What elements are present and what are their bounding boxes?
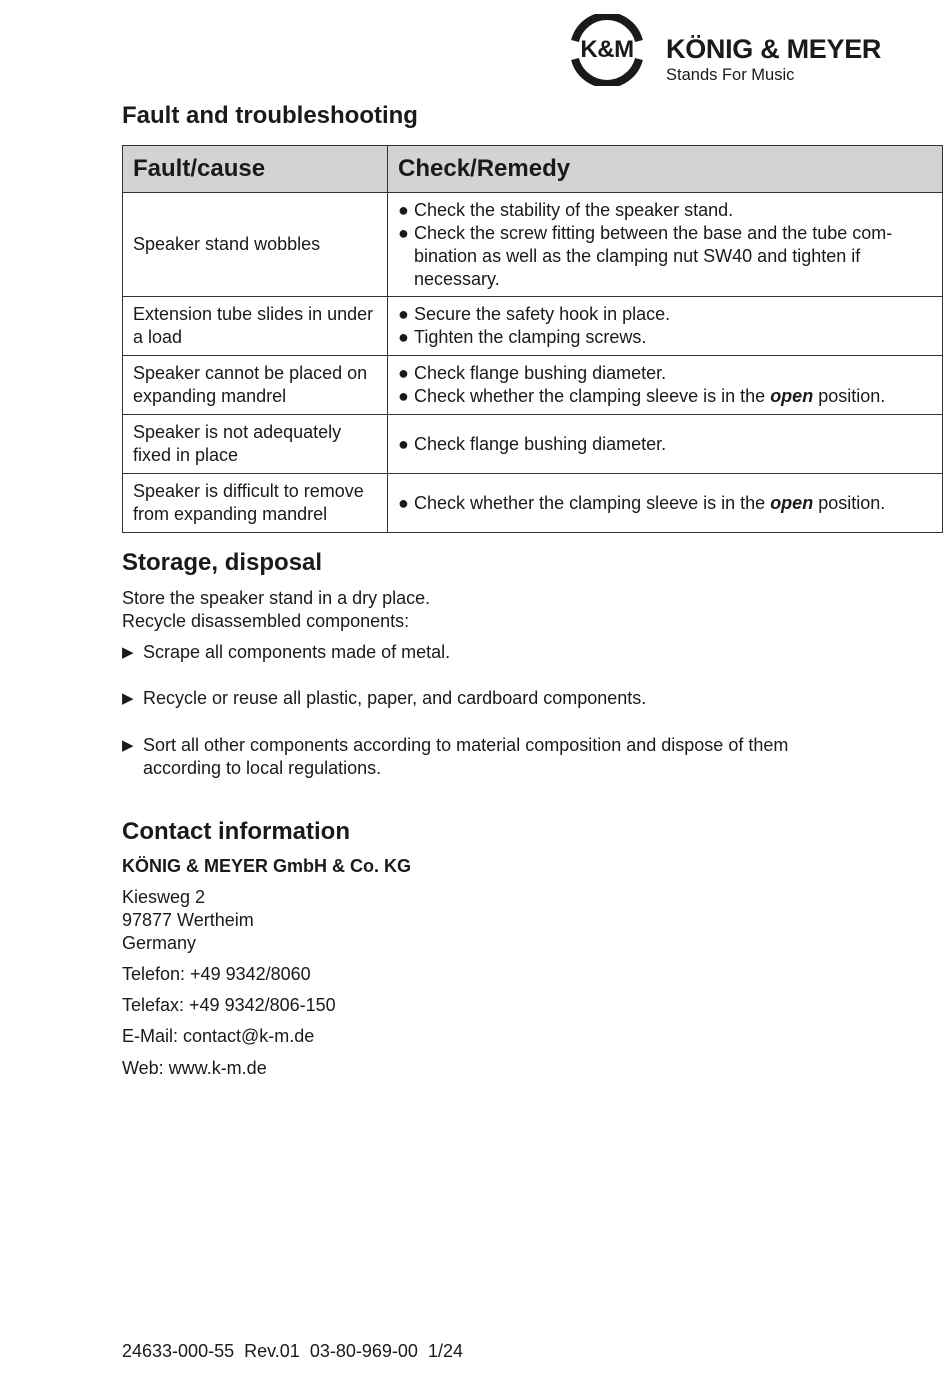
contact-email[interactable]: E-Mail: contact@k-m.de [122,1026,315,1046]
brand-logo [567,14,937,86]
remedy-item: ● Check the stability of the speaker stand. [398,199,734,220]
footer [122,1341,463,1362]
fault-cell: Extension tube slides in under a load [123,297,388,356]
remedy-item: ● Tighten the clamping screws. [398,327,647,347]
fault-table [122,145,943,533]
contact-section-title: Contact information [122,818,350,845]
remedy-cell [388,193,943,297]
address-country: Germany [122,933,197,953]
remedy-item: ● Check whether the clamping sleeve is in the open position. [398,492,886,513]
doc-ref: 03-80-969-00 [309,1341,418,1361]
fault-cell: Speaker is not adequately fixed in place [123,415,388,474]
table-row [123,415,943,474]
emphasis-open: open [770,386,814,406]
list-item: ▶ Recycle or reuse all plastic, paper, and cardboard components. [122,688,647,708]
contact-fax: Telefax: +49 9342/806-150 [122,995,336,1015]
bullet-icon: ● [398,327,409,347]
remedy-cell [388,297,943,356]
remedy-item: ● Check flange bushing diameter. [398,433,667,454]
remedy-item: ● Check whether the clamping sleeve is in the open position. [398,386,886,406]
arrow-right-icon: ▶ [122,644,134,661]
page-number: 1/24 [427,1341,463,1361]
storage-line: Store the speaker stand in a dry place. [122,588,431,608]
logo-brand-name: KÖNIG & MEYER [666,34,882,64]
company-name: KÖNIG & MEYER GmbH & Co. KG [122,856,412,876]
bullet-icon: ● [398,363,409,383]
fault-section-title: Fault and troubleshooting [122,102,418,129]
arrow-right-icon: ▶ [122,737,134,754]
bullet-icon: ● [398,199,409,220]
fault-cell: Speaker stand wobbles [123,193,388,297]
contact-web[interactable]: Web: www.k-m.de [122,1058,267,1078]
table-row [123,297,943,356]
col-header-remedy: Check/Remedy [388,146,943,193]
address-street: Kiesweg 2 [122,887,206,907]
logo-tagline: Stands For Music [666,66,795,84]
fault-cell: Speaker cannot be placed on expanding mandrel [123,356,388,415]
storage-section-title: Storage, disposal [122,549,323,576]
remedy-item: ● Secure the safety hook in place. [398,304,671,324]
list-item: ▶ Scrape all components made of metal. [122,642,451,662]
remedy-cell [388,474,943,533]
remedy-item: ● Check the screw fitting between the base and the tube com-bination as well as the clamping nut SW40 and tighten if necessary. [398,222,893,289]
address-city: 97877 Wertheim [122,910,254,930]
table-header-row [123,146,943,193]
bullet-icon: ● [398,433,409,454]
col-header-fault: Fault/cause [123,146,388,193]
table-row [123,193,943,297]
logo-abbr: K&M [580,36,634,63]
fault-cell: Speaker is difficult to remove from expanding mandrel [123,474,388,533]
bullet-icon: ● [398,304,409,324]
arrow-right-icon: ▶ [122,690,134,707]
remedy-cell [388,356,943,415]
revision: Rev.01 [244,1341,300,1361]
table-row [123,356,943,415]
remedy-item: ● Check flange bushing diameter. [398,363,667,383]
emphasis-open: open [770,492,814,513]
table-row [123,474,943,533]
doc-number: 24633-000-55 [122,1341,235,1361]
contact-phone: Telefon: +49 9342/8060 [122,964,311,984]
list-item: ▶ Sort all other components according to material composition and dispose of them according to local regulations. [122,735,789,778]
remedy-cell [388,415,943,474]
bullet-icon: ● [398,386,409,406]
storage-line: Recycle disassembled components: [122,611,410,631]
bullet-icon: ● [398,222,409,243]
bullet-icon: ● [398,492,409,513]
